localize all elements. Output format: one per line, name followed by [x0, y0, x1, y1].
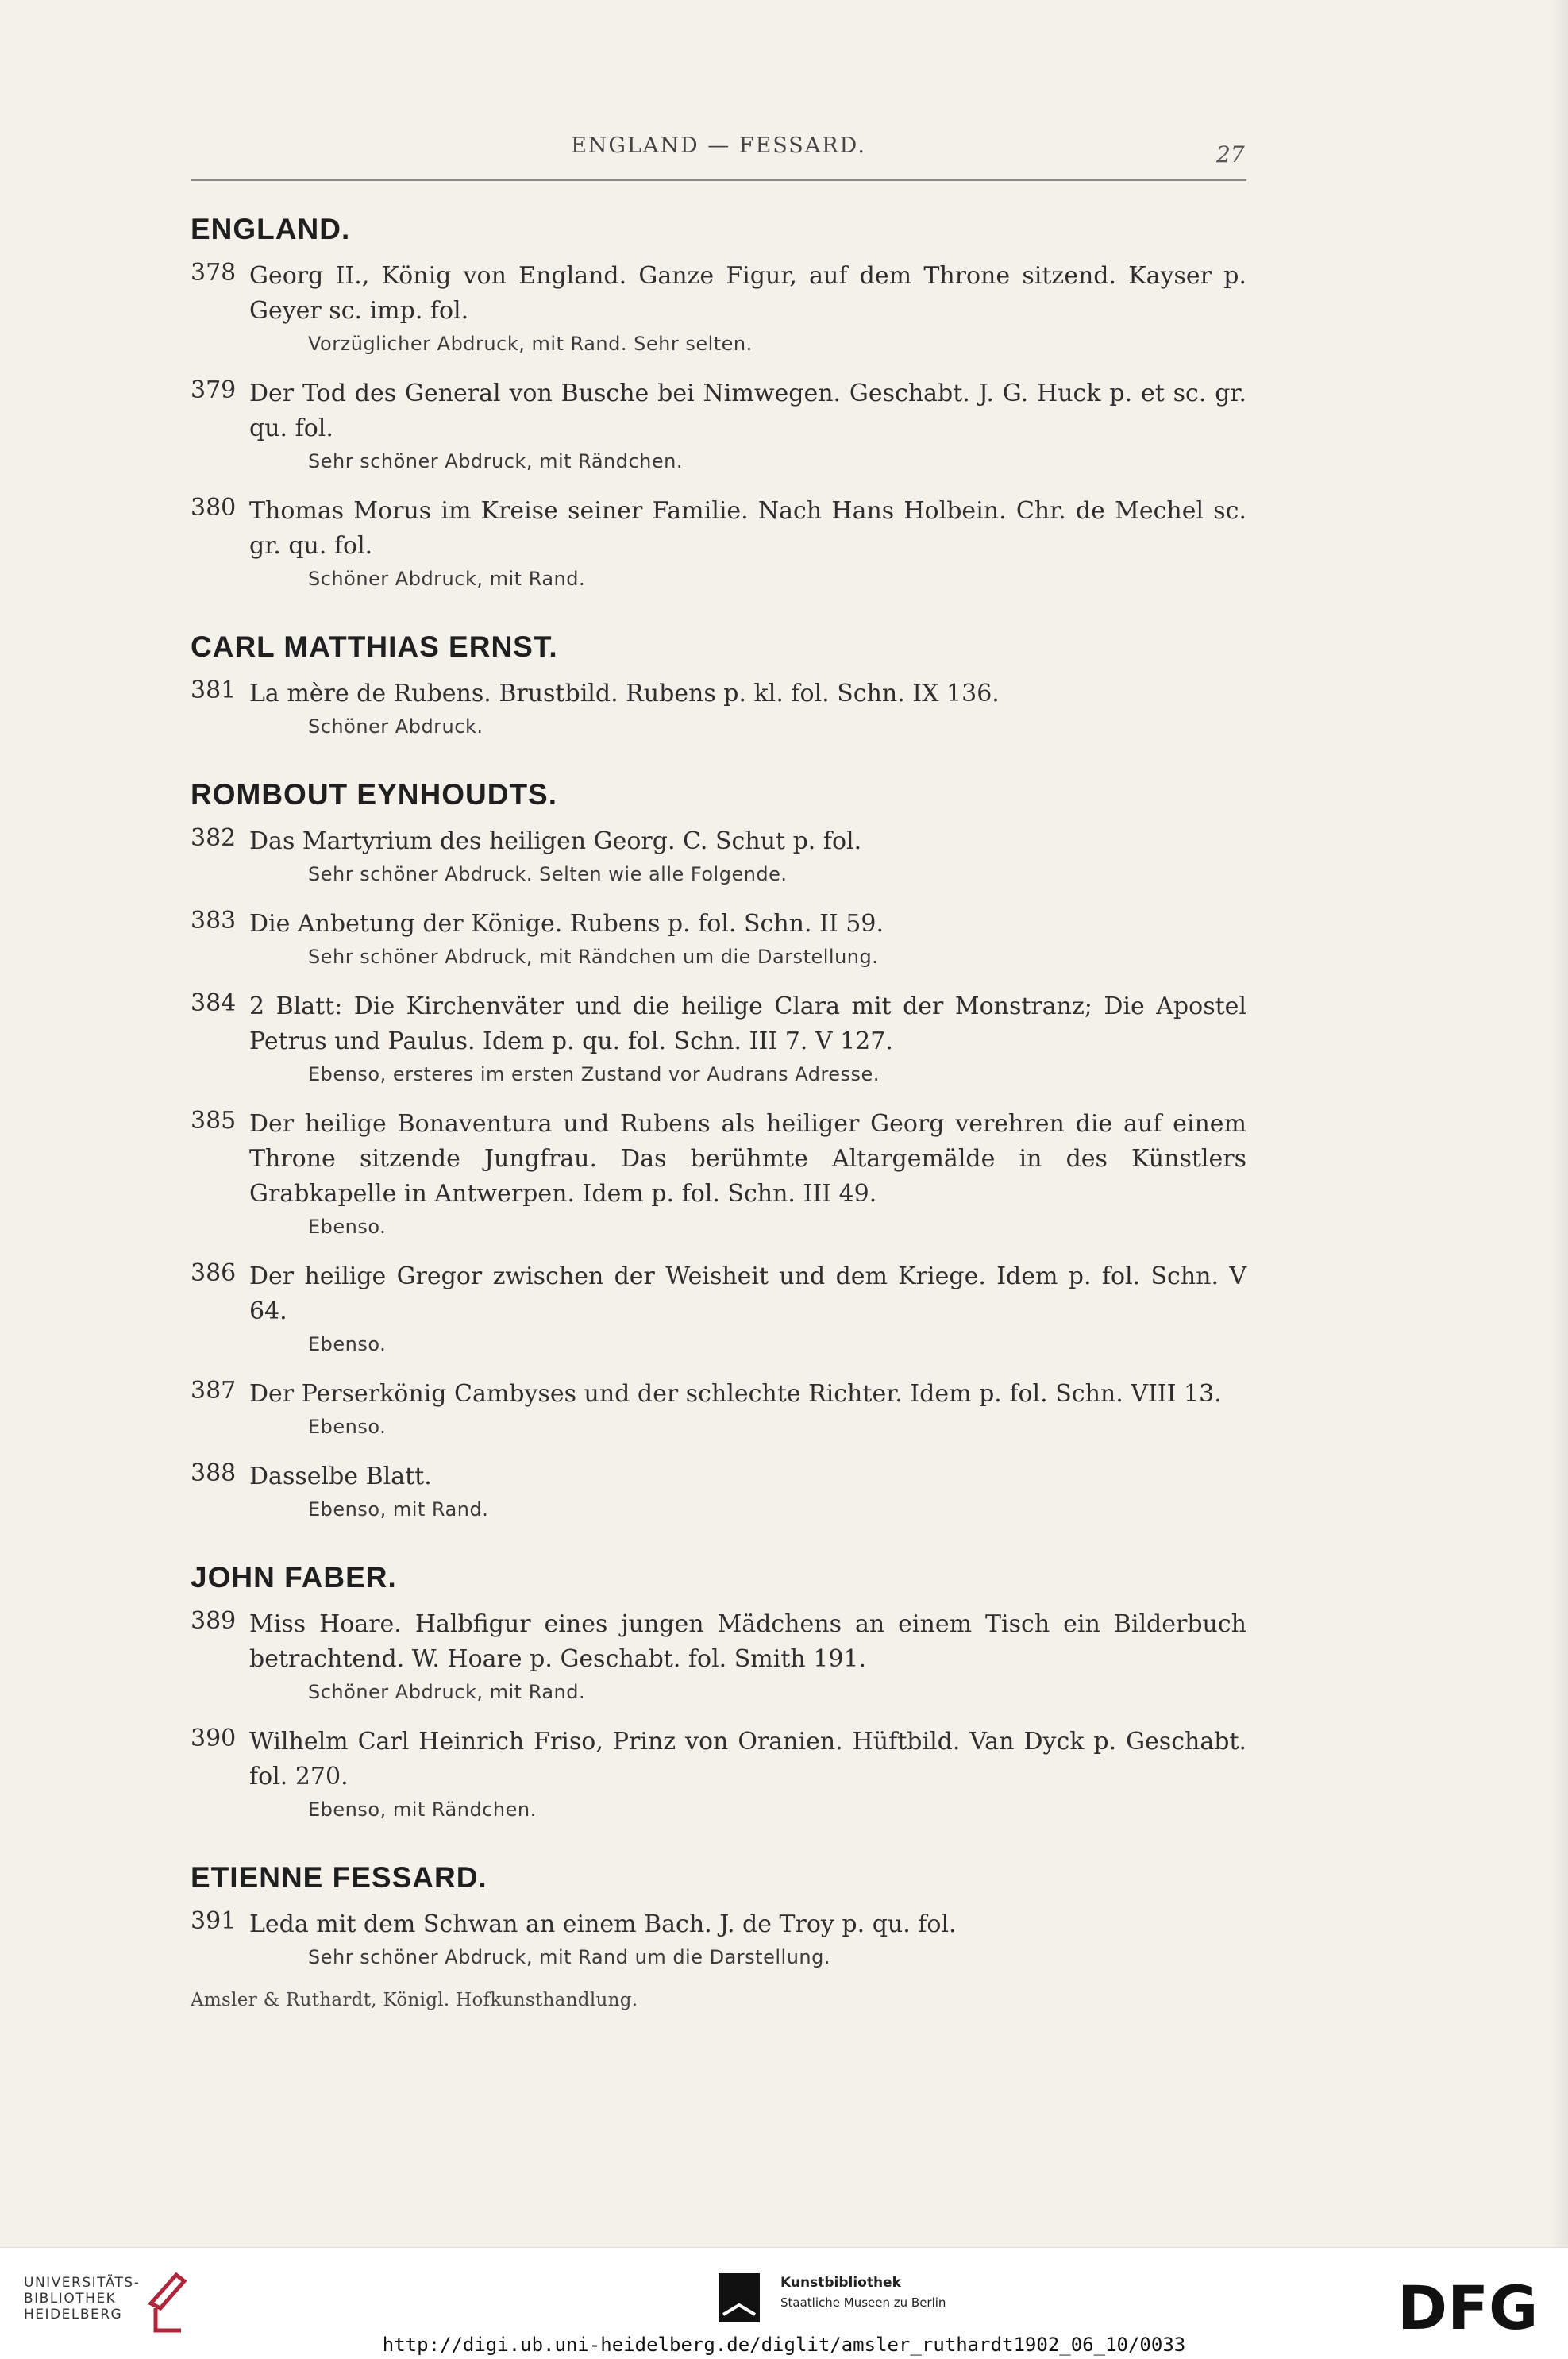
entry-number: 381 [191, 676, 237, 704]
entry-note: Ebenso, mit Rand. [308, 1498, 489, 1521]
entry-number: 382 [191, 824, 237, 852]
entry-text: Leda mit dem Schwan an einem Bach. J. de Troy p. qu. fol. [249, 1910, 957, 1938]
catalogue-entry [191, 1107, 1246, 1242]
dfg-logo-text: DFG [1397, 2280, 1539, 2335]
entry-number: 388 [191, 1459, 237, 1487]
entry-note: Ebenso, ersteres im ersten Zustand vor Audrans Adresse. [308, 1063, 880, 1085]
entry-text: Der Perserkönig Cambyses und der schlechte Richter. Idem p. fol. Schn. VIII 13. [249, 1380, 1222, 1408]
catalogue-entry [191, 907, 1246, 972]
entry-note: Ebenso. [308, 1216, 387, 1238]
section-gap [191, 759, 1246, 778]
kunstbibliothek-subtitle: Staatliche Museen zu Berlin [780, 2295, 946, 2310]
catalogue-entry [191, 676, 1246, 742]
catalogue-entry [191, 1907, 1246, 1972]
catalogue-entry [191, 1607, 1246, 1707]
catalogue-entry [191, 1725, 1246, 1825]
entry-text: La mère de Rubens. Brustbild. Rubens p. kl. fol. Schn. IX 136. [249, 680, 1000, 707]
entry-text: Wilhelm Carl Heinrich Friso, Prinz von Oranien. Hüftbild. Van Dyck p. Geschabt. fol. 270. [249, 1728, 1246, 1790]
university-library-logo-text [24, 2275, 140, 2322]
entry-text: Georg II., König von England. Ganze Figur, auf dem Throne sitzend. Kayser p. Geyer sc. imp. fol. [249, 262, 1246, 325]
entry-note: Vorzüglicher Abdruck, mit Rand. Sehr selten. [308, 333, 753, 355]
entry-number: 390 [191, 1725, 237, 1752]
catalogue-entry [191, 1459, 1246, 1524]
entry-note: Sehr schöner Abdruck. Selten wie alle Folgende. [308, 863, 788, 885]
entry-number: 384 [191, 989, 237, 1017]
digitization-footer [0, 2247, 1568, 2359]
entry-number: 391 [191, 1907, 237, 1935]
dfg-logo-icon [1397, 2280, 1548, 2335]
catalogue-entry [191, 259, 1246, 359]
kunstbibliothek-title: Kunstbibliothek [780, 2275, 901, 2291]
university-line-3: HEIDELBERG [24, 2307, 123, 2322]
section-heading: JOHN FABER. [191, 1561, 397, 1594]
entry-note: Ebenso. [308, 1416, 387, 1438]
section-heading: ROMBOUT EYNHOUDTS. [191, 778, 557, 811]
entry-text: Der Tod des General von Busche bei Nimwegen. Geschabt. J. G. Huck p. et sc. gr. qu. fol. [249, 380, 1246, 442]
entry-text: Das Martyrium des heiligen Georg. C. Schut p. fol. [249, 827, 862, 855]
section-heading: CARL MATTHIAS ERNST. [191, 630, 558, 663]
catalogue-entry [191, 376, 1246, 476]
entry-number: 380 [191, 494, 237, 522]
university-line-2: BIBLIOTHEK [24, 2291, 117, 2307]
header-rule [191, 179, 1246, 181]
catalogue-entry [191, 1259, 1246, 1359]
entry-number: 386 [191, 1259, 237, 1287]
kunstbibliothek-logo-icon [719, 2273, 760, 2322]
publisher-imprint: Amsler & Ruthardt, Königl. Hofkunsthandlung. [191, 1990, 638, 2010]
entry-number: 389 [191, 1607, 237, 1635]
kunstbibliothek-label [780, 2275, 946, 2310]
entry-text: Dasselbe Blatt. [249, 1463, 432, 1490]
entry-note: Schöner Abdruck, mit Rand. [308, 1681, 586, 1703]
entry-note: Schöner Abdruck. [308, 715, 483, 738]
entry-note: Sehr schöner Abdruck, mit Rändchen um die Darstellung. [308, 946, 879, 968]
entry-number: 378 [191, 259, 237, 287]
entry-note: Sehr schöner Abdruck, mit Rand um die Darstellung. [308, 1946, 830, 1968]
entry-note: Sehr schöner Abdruck, mit Rändchen. [308, 450, 683, 472]
university-line-1: UNIVERSITÄTS- [24, 2275, 141, 2291]
entry-text: Miss Hoare. Halbfigur eines jungen Mädchens an einem Tisch ein Bilderbuch betrachtend. W. Hoare p. Geschabt. fol. Smith 191. [249, 1610, 1246, 1673]
entry-text: Der heilige Gregor zwischen der Weisheit und dem Kriege. Idem p. fol. Schn. V 64. [249, 1262, 1246, 1325]
entry-number: 383 [191, 907, 237, 935]
entry-number: 379 [191, 376, 237, 404]
running-title: ENGLAND — FESSARD. [571, 133, 866, 158]
university-logo-icon [144, 2264, 191, 2335]
entry-note: Ebenso. [308, 1333, 387, 1355]
section-gap [191, 1842, 1246, 1861]
section-heading: ENGLAND. [191, 213, 351, 245]
section-gap [191, 611, 1246, 630]
catalogue-entry [191, 989, 1246, 1089]
catalogue-entry [191, 494, 1246, 594]
entry-number: 385 [191, 1107, 237, 1135]
catalogue-entry [191, 1377, 1246, 1442]
page-number: 27 [1216, 141, 1245, 168]
catalogue-entry [191, 824, 1246, 889]
section-heading: ETIENNE FESSARD. [191, 1861, 487, 1894]
entry-number: 387 [191, 1377, 237, 1405]
entry-text: 2 Blatt: Die Kirchenväter und die heilige Clara mit der Monstranz; Die Apostel Petrus und Paulus. Idem p. qu. fol. Schn. III 7. V 127. [249, 993, 1246, 1055]
entry-note: Schöner Abdruck, mit Rand. [308, 568, 586, 590]
entry-text: Der heilige Bonaventura und Rubens als heiliger Georg verehren die auf einem Throne sitzende Jungfrau. Das berühmte Altargemälde in des Künstlers Grabkapelle in Antwerpen. Idem p. fol. Schn. III 49. [249, 1110, 1246, 1208]
permalink-url[interactable]: http://digi.ub.uni-heidelberg.de/diglit/amsler_ruthardt1902_06_10/0033 [382, 2334, 1186, 2356]
catalogue-content [191, 213, 1246, 2010]
section-gap [191, 1542, 1246, 1561]
entry-text: Thomas Morus im Kreise seiner Familie. Nach Hans Holbein. Chr. de Mechel sc. gr. qu. fol. [249, 497, 1246, 560]
entry-note: Ebenso, mit Rändchen. [308, 1798, 537, 1821]
entry-text: Die Anbetung der Könige. Rubens p. fol. Schn. II 59. [249, 910, 884, 938]
